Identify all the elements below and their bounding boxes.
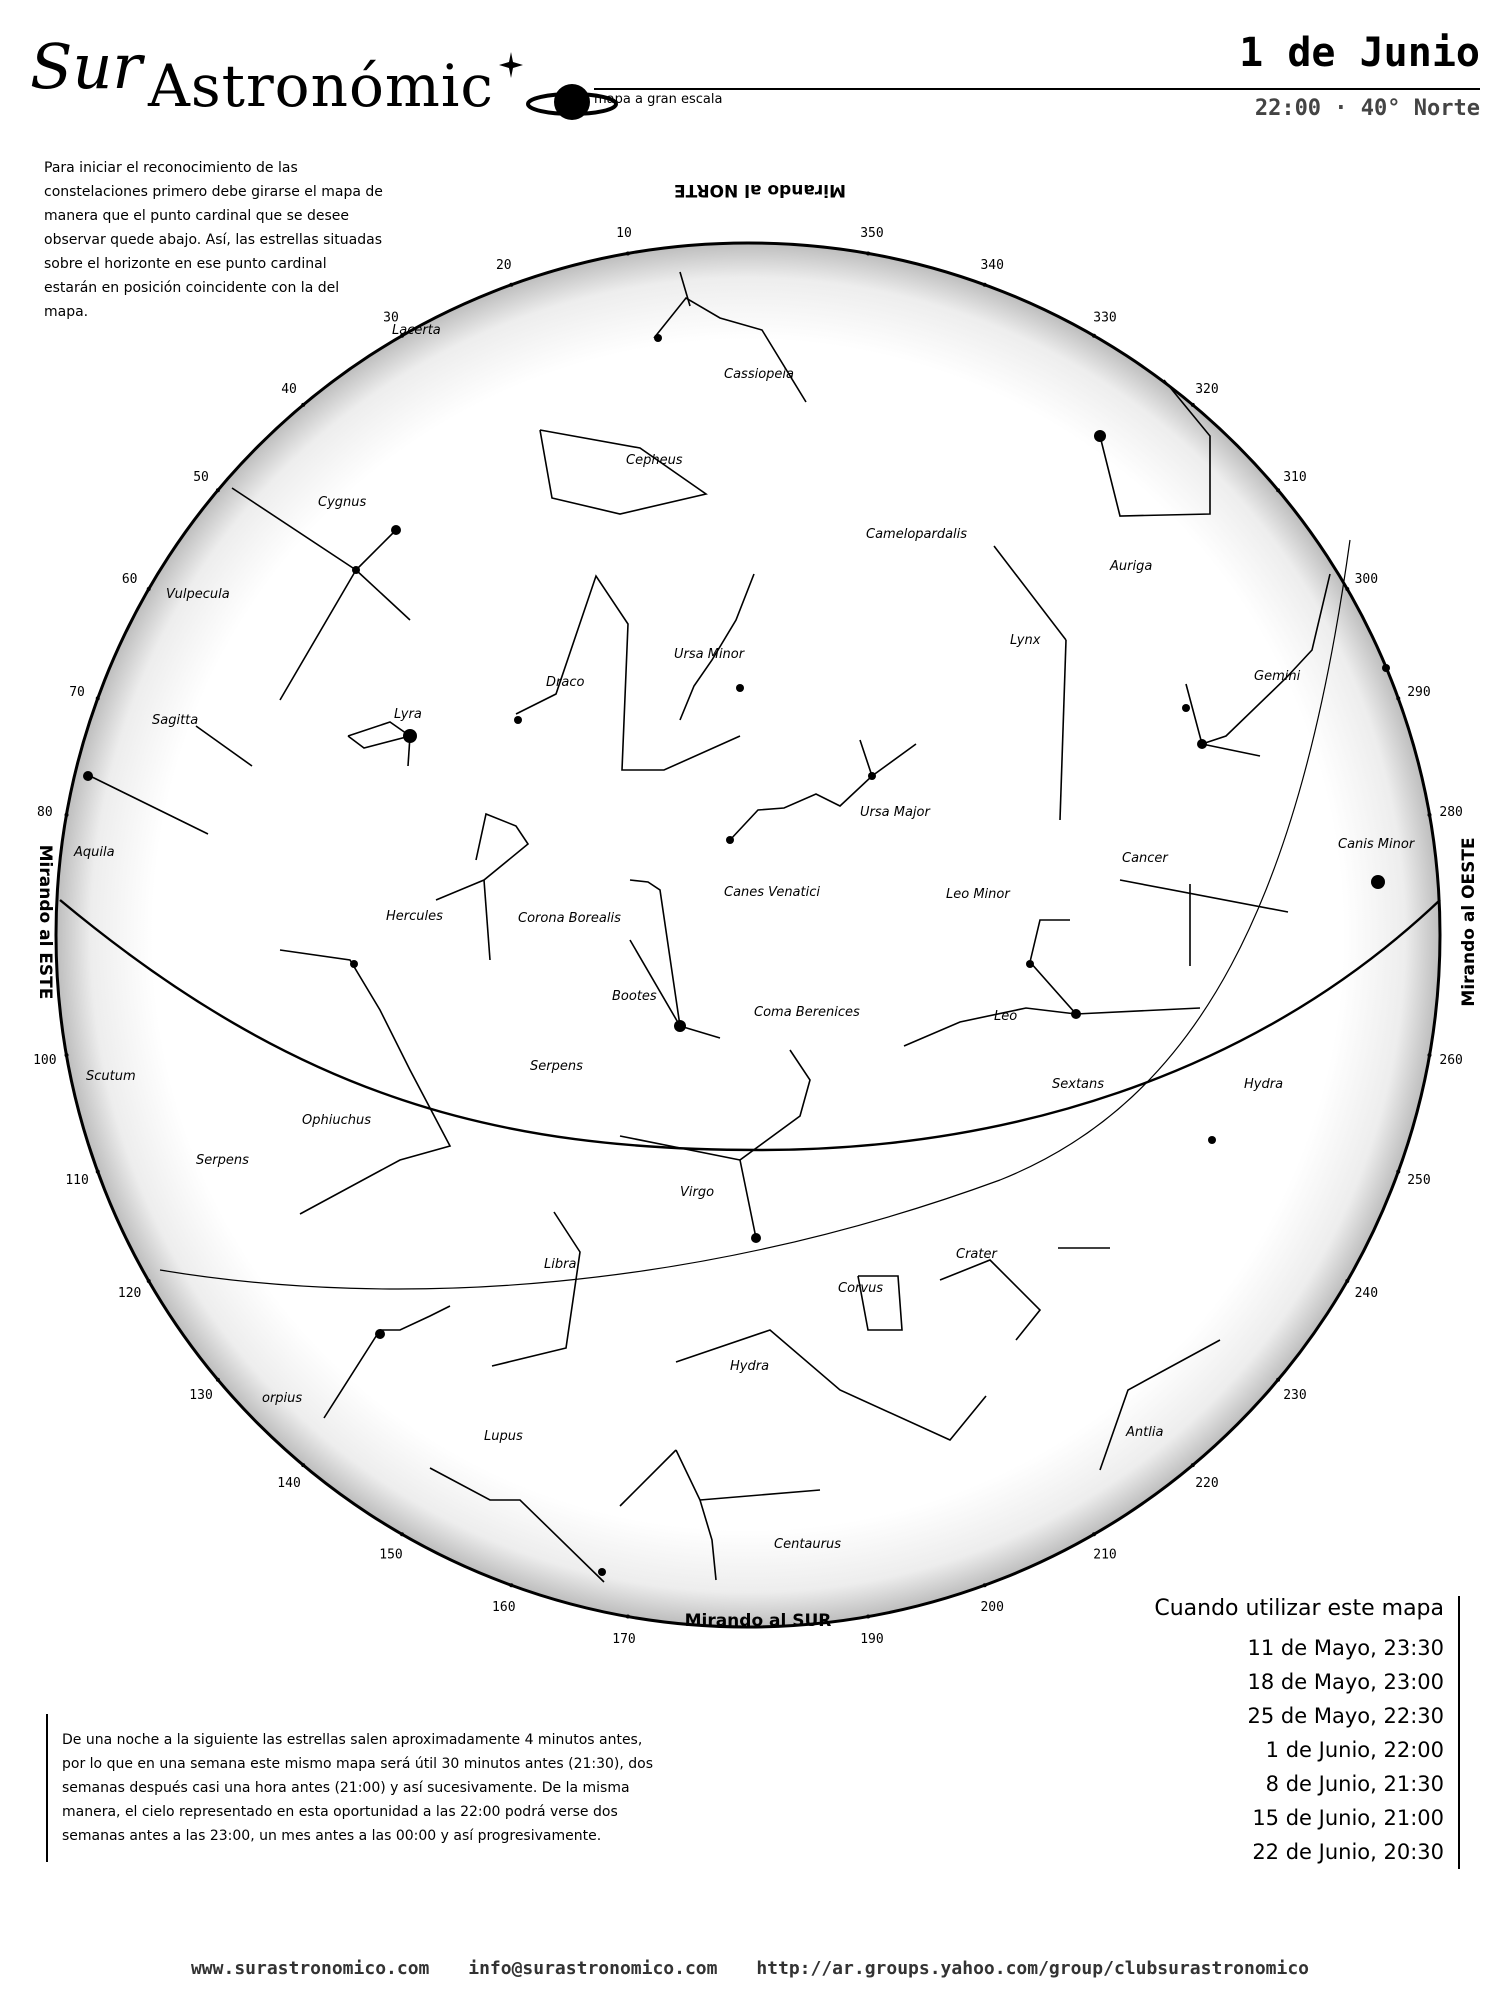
label-leo: Leo [994,1009,1018,1024]
azimuth-tick-label: 290 [1407,684,1431,700]
label-aquila: Aquila [74,845,115,860]
label-canis-minor: Canis Minor [1338,837,1415,852]
azimuth-tick [866,252,870,256]
usage-item: 8 de Junio, 21:30 [1265,1772,1444,1796]
label-virgo: Virgo [680,1185,715,1200]
label-cancer: Cancer [1122,851,1168,866]
footer-group-link[interactable]: http://ar.groups.yahoo.com/group/clubsurastronomico [756,1958,1310,1979]
azimuth-tick [1191,1463,1195,1467]
usage-item: 11 de Mayo, 23:30 [1247,1636,1444,1660]
azimuth-tick-label: 280 [1439,805,1463,821]
label-crater: Crater [956,1247,997,1262]
label-serpens-caput: Serpens [530,1059,583,1074]
azimuth-tick [301,1463,305,1467]
map-date: 1 de Junio [1239,30,1480,76]
azimuth-tick [626,252,630,256]
azimuth-tick-label: 310 [1283,470,1307,486]
label-auriga: Auriga [1110,559,1153,574]
azimuth-tick-label: 190 [860,1632,884,1648]
azimuth-tick [1191,403,1195,407]
azimuth-tick [509,1583,513,1587]
usage-item: 1 de Junio, 22:00 [1265,1738,1444,1762]
azimuth-tick [1396,696,1400,700]
usage-item: 25 de Mayo, 22:30 [1247,1704,1444,1728]
label-lynx: Lynx [1010,633,1041,648]
azimuth-tick [1276,488,1280,492]
azimuth-tick-label: 140 [277,1475,301,1491]
usage-item: 15 de Junio, 21:00 [1252,1806,1444,1830]
map-time-latitude: 22:00 · 40° Norte [1254,96,1480,121]
azimuth-tick-label: 170 [612,1632,636,1648]
azimuth-tick-label: 130 [189,1387,213,1403]
azimuth-tick [216,488,220,492]
azimuth-tick-label: 40 [281,382,297,398]
sky-disc [56,243,1440,1627]
label-vulpecula: Vulpecula [166,587,230,602]
azimuth-tick-label: 30 [383,310,399,326]
label-libra: Libra [544,1257,577,1272]
azimuth-tick-label: 110 [65,1173,89,1189]
direction-west: Mirando al OESTE [1459,837,1479,1007]
azimuth-tick-label: 340 [980,258,1004,274]
footer-website[interactable]: www.surastronomico.com [190,1958,430,1979]
azimuth-tick-label: 330 [1093,310,1117,326]
brand-astronomico: Astronómic [148,52,494,120]
label-draco: Draco [546,675,585,690]
label-gemini: Gemini [1254,669,1301,684]
azimuth-tick-label: 320 [1195,382,1219,398]
azimuth-tick-label: 260 [1439,1052,1463,1068]
azimuth-tick [1092,1532,1096,1536]
azimuth-tick [65,813,69,817]
label-scorpius: orpius [262,1391,303,1406]
label-cassiopeia: Cassiopeia [724,367,794,382]
footer [0,1958,1500,1979]
azimuth-tick-label: 20 [495,258,512,274]
azimuth-tick [96,1170,100,1174]
label-cygnus: Cygnus [318,495,367,510]
label-ophiuchus: Ophiuchus [302,1113,371,1128]
azimuth-tick [147,587,151,591]
label-lupus: Lupus [484,1429,523,1444]
azimuth-tick-label: 160 [492,1599,516,1615]
direction-east: Mirando al ESTE [35,844,55,1000]
azimuth-tick [1345,1279,1349,1283]
label-scutum: Scutum [86,1069,136,1084]
usage-title: Cuando utilizar este mapa [1154,1596,1444,1621]
brand-subtitle: mapa a gran escala [594,92,723,107]
azimuth-tick-label: 70 [69,684,85,700]
azimuth-tick-label: 60 [121,572,138,587]
azimuth-tick [216,1378,220,1382]
azimuth-tick [1276,1378,1280,1382]
footer-email[interactable]: info@surastronomico.com [468,1958,718,1979]
azimuth-tick [1427,813,1431,817]
azimuth-tick [509,283,513,287]
label-canes-venatici: Canes Venatici [724,885,820,900]
azimuth-tick-label: 10 [616,225,632,241]
label-lacerta: Lacerta [392,323,441,338]
azimuth-tick-label: 220 [1195,1475,1219,1491]
azimuth-tick-label: 250 [1407,1173,1431,1189]
azimuth-tick [96,696,100,700]
azimuth-tick [1092,334,1096,338]
label-corona-borealis: Corona Borealis [518,911,621,926]
azimuth-tick [1345,587,1349,591]
azimuth-tick-label: 120 [117,1286,142,1301]
label-serpens-cauda: Serpens [196,1153,249,1168]
label-camelopardalis: Camelopardalis [866,527,968,542]
azimuth-tick [301,403,305,407]
azimuth-tick [400,1532,404,1536]
usage-item: 18 de Mayo, 23:00 [1247,1670,1444,1694]
label-leo-minor: Leo Minor [946,887,1010,902]
label-hydra: Hydra [730,1359,770,1374]
azimuth-tick [65,1053,69,1057]
azimuth-tick-label: 100 [33,1052,57,1068]
label-lyra: Lyra [394,707,422,722]
timing-note: De una noche a la siguiente las estrellas salen aproximadamente 4 minutos antes, por lo que en una semana este mismo mapa será útil 30 minutos antes (21:30), dos semanas después casi una hora antes (21:00) y así sucesivamente. De la misma manera, el cielo representado en esta oportunidad a las 22:00 podrá verse dos semanas antes a las 23:00, un mes antes a las 00:00 y así progresivamente. [46,1714,662,1862]
azimuth-tick-label: 50 [193,470,209,486]
direction-north: Mirando al NORTE [674,180,846,200]
label-centaurus: Centaurus [774,1537,841,1552]
label-corvus: Corvus [838,1281,884,1296]
label-ursa-minor: Ursa Minor [674,647,745,662]
label-cepheus: Cepheus [626,453,683,468]
azimuth-tick [626,1614,630,1618]
azimuth-tick [147,1279,151,1283]
azimuth-tick-label: 80 [37,805,53,821]
label-bootes: Bootes [612,989,657,1004]
direction-south: Mirando al SUR [684,1611,832,1631]
azimuth-tick-label: 230 [1283,1387,1307,1403]
intro-text: Para iniciar el reconocimiento de las constelaciones primero debe girarse el mapa de manera que el punto cardinal que se desee observar quede abajo. Así, las estrellas situadas sobre el horizonte en ese punto cardinal estarán en posición coincidente con la del mapa. [44,160,383,320]
label-sagitta: Sagitta [152,713,199,728]
azimuth-tick-label: 200 [980,1599,1004,1615]
azimuth-tick-label: 210 [1093,1547,1117,1563]
azimuth-tick-label: 150 [379,1547,403,1563]
azimuth-tick [1427,1053,1431,1057]
azimuth-tick-label: 350 [860,225,884,241]
usage-box [1084,1596,1460,1869]
label-ursa-major: Ursa Major [860,805,930,820]
label-hydra-east: Hydra [1244,1077,1284,1092]
azimuth-tick [983,1583,987,1587]
azimuth-tick [1396,1170,1400,1174]
usage-item: 22 de Junio, 20:30 [1252,1840,1444,1864]
label-sextans: Sextans [1052,1077,1105,1092]
brand-sur: Sur [30,30,143,103]
label-hercules: Hercules [386,909,443,924]
azimuth-tick [983,283,987,287]
label-antlia: Antlia [1126,1425,1164,1440]
azimuth-tick-label: 300 [1354,572,1379,587]
azimuth-tick [866,1614,870,1618]
label-coma-berenices: Coma Berenices [754,1005,860,1020]
azimuth-tick-label: 240 [1354,1286,1379,1301]
